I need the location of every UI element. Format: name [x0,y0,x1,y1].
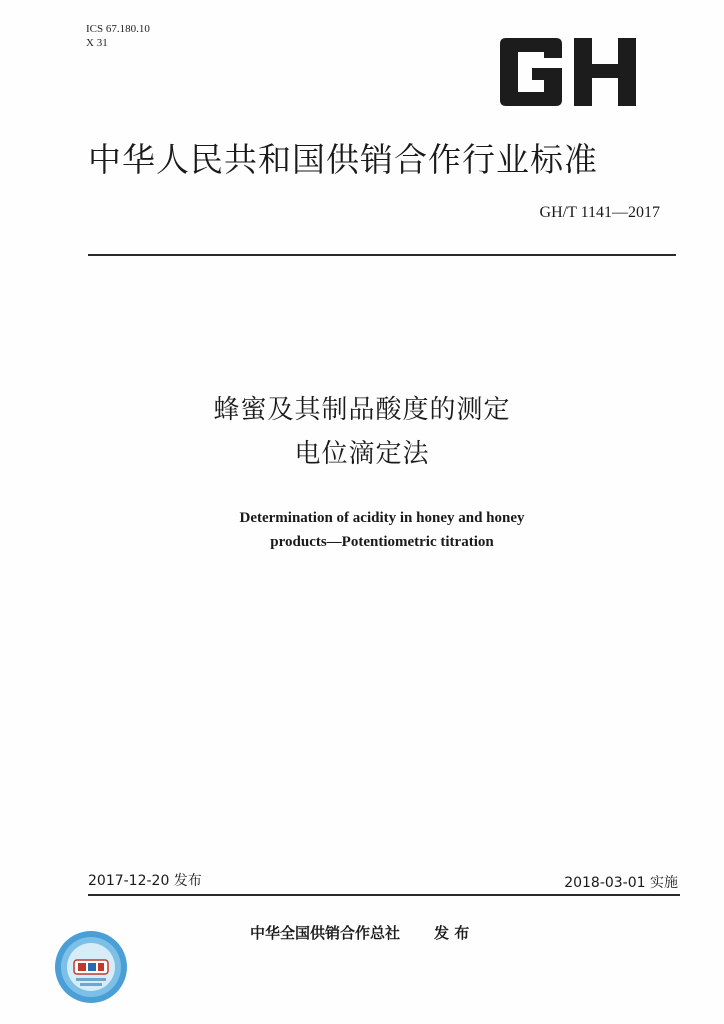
classification-codes [86,22,150,50]
title-cn-line1: 蜂蜜及其制品酸度的测定 [213,395,511,425]
title-en-line1: Determination of acidity in honey and honey [239,510,525,526]
publisher-name: 中华全国供销合作总社 [250,924,401,942]
title-english [0,506,724,554]
implementation-date: 2018-03-01 实施 [564,875,678,891]
title-chinese [0,388,724,476]
gh-logo-mark [496,36,640,108]
title-cn-line2: 电位滴定法 [294,439,430,469]
anti-counterfeit-seal-icon [54,930,128,1004]
standard-name: 中华人民共和国供销合作行业标准 [88,140,598,179]
standard-number: GH/T 1141—2017 [539,204,660,221]
footer-divider [88,894,680,896]
issue-date: 2017-12-20 发布 [88,873,202,889]
title-en-line2: products—Potentiometric titration [270,534,494,550]
publisher [250,922,469,943]
category-code: X 31 [86,37,108,49]
ics-code: ICS 67.180.10 [86,23,150,35]
publisher-action: 发 布 [434,924,470,942]
gh-logo [496,36,640,108]
header-divider [88,254,676,256]
